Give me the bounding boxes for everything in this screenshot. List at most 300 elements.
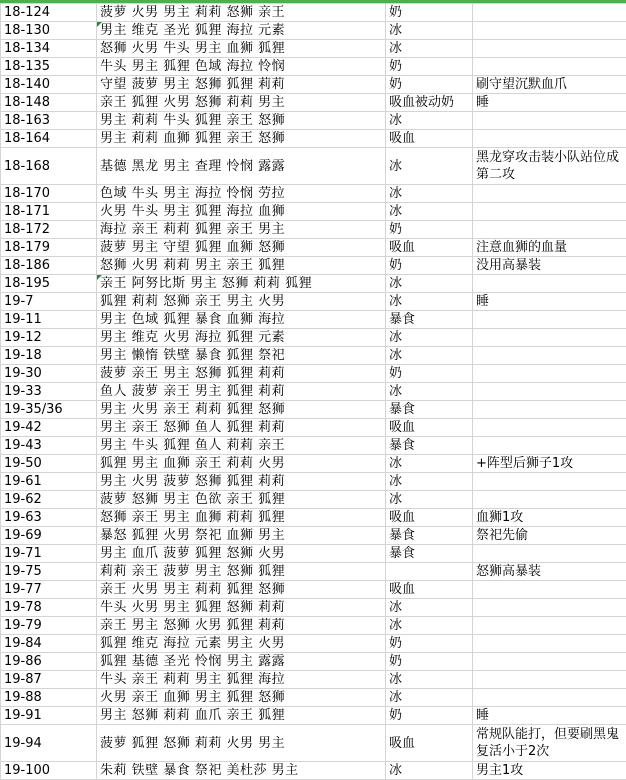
cell-team-type[interactable] (386, 203, 473, 221)
cell-note[interactable] (473, 653, 626, 671)
cell-team-lineup[interactable] (97, 40, 386, 58)
cell-team-lineup[interactable] (97, 275, 386, 293)
cell-text: 菠萝 狐狸 怒狮 莉莉 火男 男主 (100, 736, 285, 751)
cell-note[interactable] (473, 365, 626, 383)
cell-note[interactable] (473, 689, 626, 707)
cell-text: 19-61 (4, 474, 42, 489)
table-row (1, 275, 626, 293)
cell-text: 19-50 (4, 456, 42, 471)
cell-team-lineup[interactable] (97, 671, 386, 689)
cell-text: 19-75 (4, 564, 42, 579)
cell-note[interactable] (473, 473, 626, 491)
cell-team-type[interactable] (386, 527, 473, 545)
cell-team-type[interactable] (386, 185, 473, 203)
cell-note[interactable] (473, 491, 626, 509)
cell-text: 男主 血爪 菠萝 狐狸 怒狮 火男 (100, 546, 285, 561)
table-row (1, 203, 626, 221)
cell-team-type[interactable] (386, 112, 473, 130)
cell-text: 男主 莉莉 血狮 狐狸 亲王 怒狮 (100, 131, 285, 146)
cell-team-type[interactable] (386, 148, 473, 185)
cell-text: 男主 维克 火男 海拉 狐狸 元素 (100, 330, 285, 345)
cell-level-id[interactable] (1, 527, 97, 545)
cell-team-lineup[interactable] (97, 185, 386, 203)
cell-text: 19-100 (4, 763, 50, 778)
cell-text: 狐狸 男主 血狮 亲王 莉莉 火男 (100, 456, 285, 471)
cell-level-id[interactable] (1, 455, 97, 473)
cell-team-type[interactable] (386, 275, 473, 293)
cell-text: 血狮1攻 (476, 510, 523, 525)
table-row (1, 671, 626, 689)
cell-note[interactable] (473, 383, 626, 401)
cell-team-type[interactable] (386, 437, 473, 455)
table-row (1, 22, 626, 40)
cell-team-type[interactable] (386, 653, 473, 671)
table-row (1, 545, 626, 563)
cell-note[interactable] (473, 311, 626, 329)
cell-text: 冰 (389, 204, 402, 219)
cell-note[interactable] (473, 257, 626, 275)
cell-level-id[interactable] (1, 4, 97, 22)
cell-text: 18-130 (4, 23, 50, 38)
cell-text: 狐狸 基德 圣光 怜悯 男主 露露 (100, 654, 285, 669)
cell-note[interactable] (473, 635, 626, 653)
cell-level-id[interactable] (1, 185, 97, 203)
cell-text: 19-79 (4, 618, 42, 633)
table-row (1, 473, 626, 491)
table-row (1, 563, 626, 581)
cell-text: 男主 维克 圣光 狐狸 海拉 元素 (100, 23, 285, 38)
cell-level-id[interactable] (1, 473, 97, 491)
cell-note[interactable] (473, 419, 626, 437)
cell-text: 睡 (476, 708, 489, 723)
cell-text: 吸血 (389, 582, 415, 597)
cell-text: 菠萝 怒狮 男主 色欲 亲王 狐狸 (100, 492, 285, 507)
cell-level-id[interactable] (1, 365, 97, 383)
cell-text: 怒狮高暴装 (476, 564, 541, 579)
cell-team-lineup[interactable] (97, 563, 386, 581)
cell-text: 18-179 (4, 240, 50, 255)
cell-text: 吸血 (389, 420, 415, 435)
cell-text: 冰 (389, 330, 402, 345)
table-row (1, 509, 626, 527)
cell-text: 19-18 (4, 348, 42, 363)
cell-level-id[interactable] (1, 689, 97, 707)
cell-team-type[interactable] (386, 545, 473, 563)
cell-text: 男主 懒惰 铁壁 暴食 狐狸 祭祀 (100, 348, 285, 363)
cell-team-lineup[interactable] (97, 76, 386, 94)
cell-note[interactable] (473, 40, 626, 58)
cell-note[interactable] (473, 455, 626, 473)
cell-team-type[interactable] (386, 617, 473, 635)
cell-level-id[interactable] (1, 545, 97, 563)
cell-team-type[interactable] (386, 473, 473, 491)
cell-team-lineup[interactable] (97, 689, 386, 707)
cell-note[interactable] (473, 22, 626, 40)
cell-text: 暴食 (389, 438, 415, 453)
cell-team-lineup[interactable] (97, 725, 386, 762)
table-row (1, 635, 626, 653)
table-row (1, 419, 626, 437)
cell-text: 怒狮 亲王 男主 血狮 莉莉 狐狸 (100, 510, 285, 525)
cell-team-lineup[interactable] (97, 509, 386, 527)
cell-team-lineup[interactable] (97, 653, 386, 671)
cell-team-lineup[interactable] (97, 293, 386, 311)
table-row (1, 365, 626, 383)
cell-team-type[interactable] (386, 509, 473, 527)
cell-text: 19-12 (4, 330, 42, 345)
cell-text: 菠萝 男主 守望 狐狸 血狮 怒狮 (100, 240, 285, 255)
table-row (1, 293, 626, 311)
cell-text: 火男 亲王 血狮 男主 狐狸 怒狮 (100, 690, 285, 705)
cell-text: 19-33 (4, 384, 42, 399)
cell-level-id[interactable] (1, 275, 97, 293)
cell-note[interactable] (473, 185, 626, 203)
cell-text: 菠萝 亲王 男主 怒狮 狐狸 莉莉 (100, 366, 285, 381)
cell-team-type[interactable] (386, 311, 473, 329)
cell-text: 狐狸 莉莉 怒狮 亲王 男主 火男 (100, 294, 285, 309)
cell-team-type[interactable] (386, 671, 473, 689)
table-row (1, 599, 626, 617)
cell-note[interactable] (473, 76, 626, 94)
cell-text: 没用高暴装 (476, 258, 541, 273)
cell-team-type[interactable] (386, 635, 473, 653)
cell-text: 18-171 (4, 204, 50, 219)
cell-team-type[interactable] (386, 329, 473, 347)
cell-text: 狐狸 维克 海拉 元素 男主 火男 (100, 636, 285, 651)
cell-team-lineup[interactable] (97, 473, 386, 491)
cell-note[interactable] (473, 293, 626, 311)
cell-text: 刷守望沉默血爪 (476, 77, 567, 92)
cell-level-id[interactable] (1, 671, 97, 689)
cell-text: 吸血 (389, 240, 415, 255)
table-row (1, 383, 626, 401)
cell-note[interactable] (473, 581, 626, 599)
cell-note[interactable] (473, 707, 626, 725)
cell-text: 18-134 (4, 41, 50, 56)
cell-text: 男主 火男 亲王 莉莉 狐狸 怒狮 (100, 402, 285, 417)
cell-text: 18-172 (4, 222, 50, 237)
table-row (1, 76, 626, 94)
table-row (1, 437, 626, 455)
cell-team-type[interactable] (386, 347, 473, 365)
cell-team-lineup[interactable] (97, 635, 386, 653)
cell-note[interactable] (473, 4, 626, 22)
cell-text: 19-71 (4, 546, 42, 561)
cell-note[interactable] (473, 130, 626, 148)
cell-text: 19-78 (4, 600, 42, 615)
cell-note[interactable] (473, 725, 626, 762)
cell-text: 男主 牛头 狐狸 鱼人 莉莉 亲王 (100, 438, 285, 453)
cell-text: 男主 色域 狐狸 暴食 血狮 海拉 (100, 312, 285, 327)
cell-note[interactable] (473, 112, 626, 130)
table-row (1, 58, 626, 76)
cell-note[interactable] (473, 671, 626, 689)
cell-text: 黑龙穿攻击装小队站位成第二攻 (476, 150, 619, 182)
cell-text: 冰 (389, 456, 402, 471)
cell-team-lineup[interactable] (97, 329, 386, 347)
cell-text: 祭祀先偷 (476, 528, 528, 543)
cell-text: 海拉 亲王 莉莉 狐狸 亲王 男主 (100, 222, 285, 237)
cell-text: 冰 (389, 159, 402, 174)
cell-level-id[interactable] (1, 22, 97, 40)
cell-text: 冰 (389, 276, 402, 291)
cell-text: 19-69 (4, 528, 42, 543)
cell-team-type[interactable] (386, 76, 473, 94)
cell-level-id[interactable] (1, 437, 97, 455)
cell-text: 奶 (389, 708, 402, 723)
table-row (1, 221, 626, 239)
cell-level-id[interactable] (1, 491, 97, 509)
cell-note[interactable] (473, 347, 626, 365)
cell-team-lineup[interactable] (97, 383, 386, 401)
cell-text: 牛头 亲王 莉莉 男主 狐狸 海拉 (100, 672, 285, 687)
cell-text: 暴食 (389, 528, 415, 543)
cell-error-indicator-icon (97, 275, 102, 280)
cell-team-type[interactable] (386, 725, 473, 762)
table-row (1, 707, 626, 725)
cell-team-lineup[interactable] (97, 311, 386, 329)
cell-note[interactable] (473, 239, 626, 257)
cell-note[interactable] (473, 509, 626, 527)
table-row (1, 4, 626, 22)
cell-team-type[interactable] (386, 293, 473, 311)
cell-text: 暴食 (389, 402, 415, 417)
cell-team-lineup[interactable] (97, 58, 386, 76)
cell-team-lineup[interactable] (97, 203, 386, 221)
cell-text: 19-35/36 (4, 402, 63, 417)
cell-level-id[interactable] (1, 419, 97, 437)
cell-level-id[interactable] (1, 40, 97, 58)
cell-level-id[interactable] (1, 635, 97, 653)
cell-text: 18-163 (4, 113, 50, 128)
cell-text: 18-186 (4, 258, 50, 273)
cell-text: 奶 (389, 77, 402, 92)
cell-text: 吸血被动奶 (389, 95, 454, 110)
cell-text: 19-84 (4, 636, 42, 651)
cell-note[interactable] (473, 58, 626, 76)
cell-team-type[interactable] (386, 581, 473, 599)
cell-team-type[interactable] (386, 239, 473, 257)
table-row (1, 401, 626, 419)
cell-text: 注意血狮的血量 (476, 240, 567, 255)
cell-text: 冰 (389, 763, 402, 778)
cell-text: 冰 (389, 348, 402, 363)
cell-error-indicator-icon (97, 22, 102, 27)
cell-team-lineup[interactable] (97, 347, 386, 365)
cell-note[interactable] (473, 527, 626, 545)
cell-level-id[interactable] (1, 311, 97, 329)
cell-level-id[interactable] (1, 725, 97, 762)
cell-level-id[interactable] (1, 257, 97, 275)
cell-note[interactable] (473, 401, 626, 419)
cell-team-lineup[interactable] (97, 491, 386, 509)
cell-level-id[interactable] (1, 383, 97, 401)
cell-level-id[interactable] (1, 653, 97, 671)
cell-text: 冰 (389, 41, 402, 56)
table-row (1, 148, 626, 185)
cell-team-lineup[interactable] (97, 365, 386, 383)
cell-level-id[interactable] (1, 203, 97, 221)
cell-text: 18-164 (4, 131, 50, 146)
table-row (1, 329, 626, 347)
cell-text: 19-43 (4, 438, 42, 453)
cell-text: 奶 (389, 5, 402, 20)
cell-team-type[interactable] (386, 94, 473, 112)
cell-level-id[interactable] (1, 617, 97, 635)
cell-team-type[interactable] (386, 257, 473, 275)
cell-team-lineup[interactable] (97, 22, 386, 40)
cell-text: 奶 (389, 222, 402, 237)
cell-team-lineup[interactable] (97, 545, 386, 563)
cell-team-type[interactable] (386, 599, 473, 617)
cell-level-id[interactable] (1, 509, 97, 527)
cell-level-id[interactable] (1, 401, 97, 419)
cell-team-lineup[interactable] (97, 419, 386, 437)
cell-team-type[interactable] (386, 491, 473, 509)
cell-level-id[interactable] (1, 581, 97, 599)
cell-text: 亲王 男主 怒狮 火男 狐狸 莉莉 (100, 618, 285, 633)
cell-text: 19-77 (4, 582, 42, 597)
cell-text: 19-91 (4, 708, 42, 723)
cell-team-type[interactable] (386, 455, 473, 473)
cell-note[interactable] (473, 203, 626, 221)
cell-team-type[interactable] (386, 383, 473, 401)
cell-team-lineup[interactable] (97, 455, 386, 473)
cell-text: 怒狮 火男 莉莉 男主 亲王 狐狸 (100, 258, 285, 273)
cell-note[interactable] (473, 148, 626, 185)
cell-text: 19-87 (4, 672, 42, 687)
cell-text: 冰 (389, 672, 402, 687)
cell-level-id[interactable] (1, 130, 97, 148)
cell-text: 怒狮 火男 牛头 男主 血狮 狐狸 (100, 41, 285, 56)
table-row (1, 725, 626, 762)
cell-team-lineup[interactable] (97, 112, 386, 130)
cell-team-lineup[interactable] (97, 257, 386, 275)
cell-text: 冰 (389, 474, 402, 489)
cell-text: 吸血 (389, 736, 415, 751)
cell-level-id[interactable] (1, 221, 97, 239)
cell-text: 18-124 (4, 5, 50, 20)
cell-note[interactable] (473, 275, 626, 293)
cell-team-type[interactable] (386, 130, 473, 148)
cell-team-lineup[interactable] (97, 527, 386, 545)
cell-level-id[interactable] (1, 563, 97, 581)
cell-team-type[interactable] (386, 401, 473, 419)
cell-team-lineup[interactable] (97, 599, 386, 617)
cell-team-type[interactable] (386, 419, 473, 437)
cell-team-type[interactable] (386, 365, 473, 383)
cell-text: 19-86 (4, 654, 42, 669)
table-row (1, 653, 626, 671)
cell-text: 亲王 火男 男主 莉莉 狐狸 怒狮 (100, 582, 285, 597)
cell-team-lineup[interactable] (97, 707, 386, 725)
cell-note[interactable] (473, 563, 626, 581)
cell-text: 18-140 (4, 77, 50, 92)
cell-level-id[interactable] (1, 58, 97, 76)
cell-text: 奶 (389, 636, 402, 651)
cell-team-lineup[interactable] (97, 401, 386, 419)
cell-team-type[interactable] (386, 689, 473, 707)
cell-text: 冰 (389, 294, 402, 309)
cell-text: 火男 牛头 男主 狐狸 海拉 血狮 (100, 204, 285, 219)
cell-team-type[interactable] (386, 707, 473, 725)
cell-level-id[interactable] (1, 293, 97, 311)
cell-team-type[interactable] (386, 221, 473, 239)
cell-team-lineup[interactable] (97, 94, 386, 112)
cell-team-lineup[interactable] (97, 4, 386, 22)
cell-text: 19-63 (4, 510, 42, 525)
cell-text: 牛头 火男 男主 狐狸 怒狮 莉莉 (100, 600, 285, 615)
cell-team-lineup[interactable] (97, 148, 386, 185)
table-row (1, 112, 626, 130)
cell-text: 男主 莉莉 牛头 狐狸 亲王 怒狮 (100, 113, 285, 128)
table-row (1, 257, 626, 275)
cell-note[interactable] (473, 437, 626, 455)
cell-note[interactable] (473, 599, 626, 617)
cell-text: 18-170 (4, 186, 50, 201)
cell-team-lineup[interactable] (97, 221, 386, 239)
cell-team-type[interactable] (386, 40, 473, 58)
cell-text: 18-135 (4, 59, 50, 74)
cell-text: 奶 (389, 654, 402, 669)
cell-team-lineup[interactable] (97, 239, 386, 257)
cell-note[interactable] (473, 221, 626, 239)
cell-team-lineup[interactable] (97, 617, 386, 635)
cell-team-lineup[interactable] (97, 437, 386, 455)
cell-level-id[interactable] (1, 707, 97, 725)
cell-team-type[interactable] (386, 58, 473, 76)
cell-level-id[interactable] (1, 112, 97, 130)
cell-level-id[interactable] (1, 599, 97, 617)
cell-note[interactable] (473, 329, 626, 347)
cell-text: 18-148 (4, 95, 50, 110)
cell-level-id[interactable] (1, 94, 97, 112)
cell-text: 冰 (389, 186, 402, 201)
cell-text: 奶 (389, 258, 402, 273)
cell-note[interactable] (473, 617, 626, 635)
cell-text: 亲王 狐狸 火男 怒狮 莉莉 男主 (100, 95, 285, 110)
table-row (1, 347, 626, 365)
table-row (1, 185, 626, 203)
cell-team-type[interactable] (386, 4, 473, 22)
cell-level-id[interactable] (1, 347, 97, 365)
table-row (1, 689, 626, 707)
table-row (1, 491, 626, 509)
cell-level-id[interactable] (1, 239, 97, 257)
cell-team-lineup[interactable] (97, 581, 386, 599)
cell-note[interactable] (473, 94, 626, 112)
cell-team-type[interactable] (386, 563, 473, 581)
cell-text: 男主 怒狮 莉莉 血爪 亲王 狐狸 (100, 708, 285, 723)
table-row (1, 239, 626, 257)
cell-text: 吸血 (389, 131, 415, 146)
cell-team-lineup[interactable] (97, 130, 386, 148)
table-row (1, 527, 626, 545)
cell-text: 男主 亲王 怒狮 鱼人 狐狸 莉莉 (100, 420, 285, 435)
cell-note[interactable] (473, 545, 626, 563)
cell-text: 守望 菠萝 男主 怒狮 狐狸 莉莉 (100, 77, 285, 92)
cell-text: 牛头 男主 狐狸 色域 海拉 怜悯 (100, 59, 285, 74)
table-row (1, 130, 626, 148)
cell-team-type[interactable] (386, 22, 473, 40)
cell-text: 冰 (389, 600, 402, 615)
cell-text: 奶 (389, 366, 402, 381)
cell-level-id[interactable] (1, 148, 97, 185)
cell-text: 色域 牛头 男主 海拉 怜悯 劳拉 (100, 186, 285, 201)
cell-text: 19-62 (4, 492, 42, 507)
cell-level-id[interactable] (1, 76, 97, 94)
cell-level-id[interactable] (1, 329, 97, 347)
